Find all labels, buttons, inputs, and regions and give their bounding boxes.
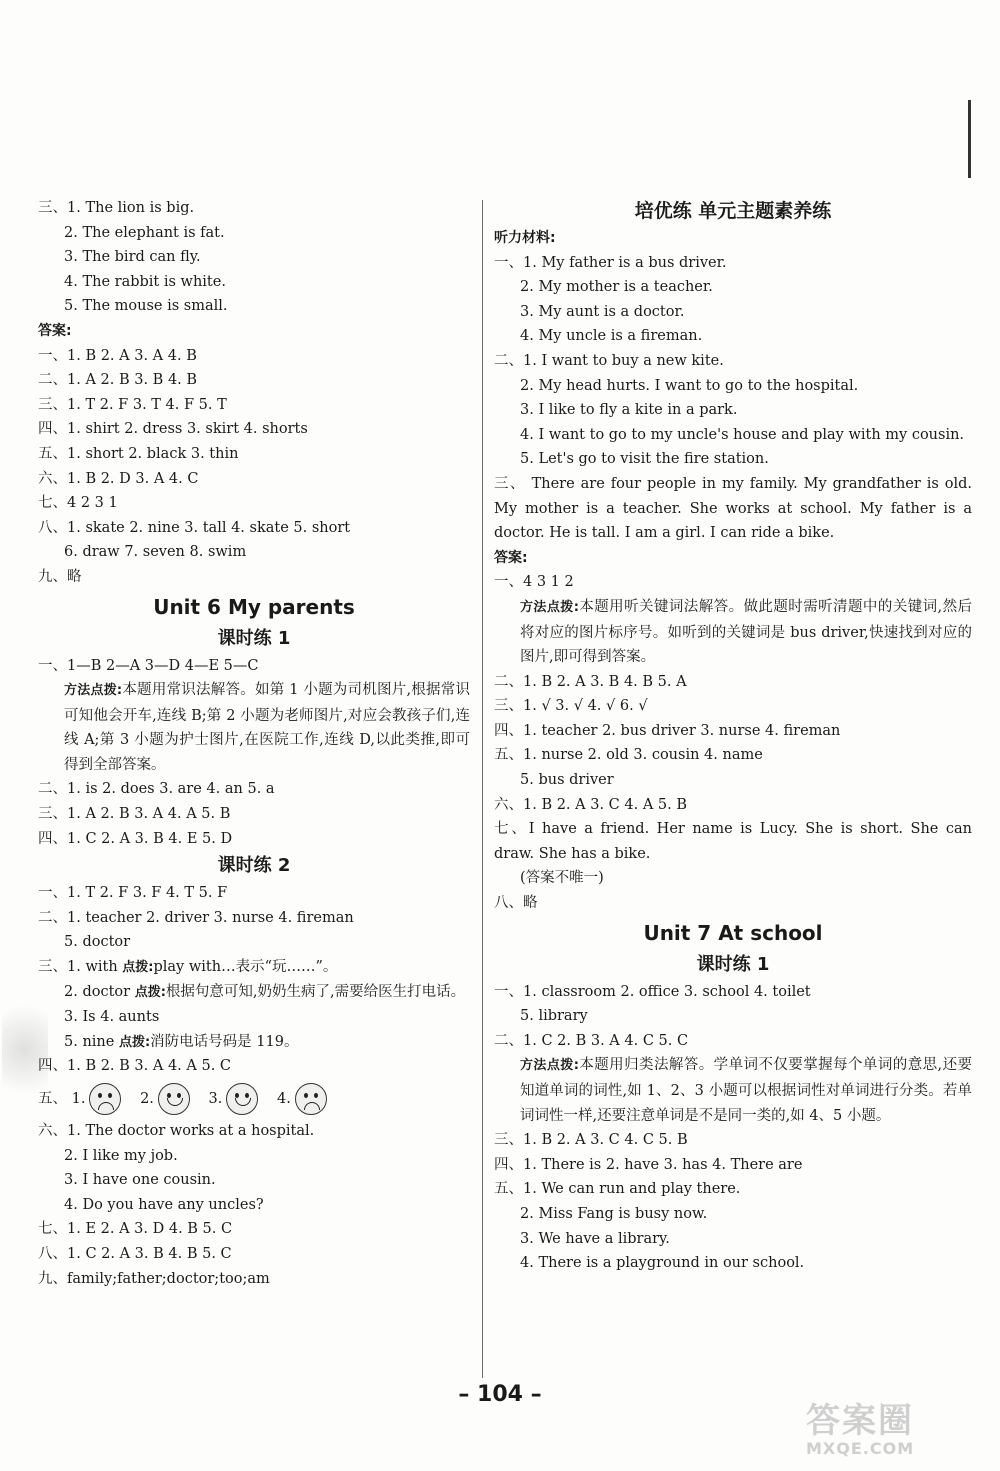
- tip-text: 本题用归类法解答。学单词不仅要掌握每个单词的意思,还要知道单词的词性,如 1、2、3 小题可以根据词性对单词进行分类。若单词词性一样,还要注意单词是不是同一类的,如 4、5 小题。: [520, 1057, 972, 1124]
- answer-line: 一、1. classroom 2. office 3. school 4. toilet: [494, 983, 811, 1000]
- happy-face-icon: [226, 1083, 258, 1115]
- faces-answer-line: [38, 1079, 470, 1119]
- answer-line: 五、1. nurse 2. old 3. cousin 4. name: [494, 747, 763, 764]
- unit-heading: Unit 7 At school: [643, 920, 823, 945]
- text-line: 2. My mother is a teacher.: [520, 279, 713, 296]
- answer-line: 八、1. C 2. A 3. B 4. B 5. C: [38, 1245, 232, 1262]
- answer-line: 一、1—B 2—A 3—D 4—E 5—C: [38, 657, 259, 674]
- answer-line: 八、略: [494, 895, 538, 912]
- happy-face-icon: [158, 1083, 190, 1115]
- lesson-heading: 课时练 2: [217, 855, 291, 877]
- answer-line: 四、1. teacher 2. bus driver 3. nurse 4. fireman: [494, 722, 841, 739]
- answer-line: 三、1. A 2. B 3. A 4. A 5. B: [38, 806, 231, 823]
- method-tip: [494, 595, 972, 670]
- text-line: 2. The elephant is fat.: [64, 224, 225, 241]
- answer-line: 六、1. B 2. A 3. C 4. A 5. B: [494, 796, 688, 813]
- face-answer: [209, 1079, 259, 1119]
- answer-line: 二、1. B 2. A 3. B 4. B 5. A: [494, 673, 687, 690]
- text-line: 3. The bird can fly.: [64, 249, 201, 266]
- face-number: 2.: [140, 1091, 154, 1107]
- answer-line: 6. draw 7. seven 8. swim: [64, 544, 247, 561]
- answer-line: 一、4 3 1 2: [494, 574, 574, 591]
- text-line: 5. Let's go to visit the fire station.: [520, 451, 769, 468]
- tip-text: 根据句意可知,奶奶生病了,需要给医生打电话。: [165, 983, 466, 1000]
- answer-line: 六、1. The doctor works at a hospital.: [38, 1123, 315, 1139]
- method-tip: [494, 1053, 972, 1128]
- text-line: 4. I want to go to my uncle's house and play with my cousin.: [520, 426, 965, 443]
- answer-line: 四、1. There is 2. have 3. has 4. There are: [494, 1156, 803, 1173]
- answer-line: 九、family;father;doctor;too;am: [38, 1270, 270, 1287]
- face-number: 4.: [276, 1091, 291, 1107]
- sad-face-icon: [295, 1083, 327, 1115]
- face-answer: [72, 1079, 122, 1119]
- answer-line: 三、1. T 2. F 3. T 4. F 5. T: [38, 396, 227, 413]
- answer-line: 五、1. short 2. black 3. thin: [38, 445, 239, 462]
- answer-line: 六、1. B 2. D 3. A 4. C: [38, 470, 199, 487]
- answer-line: 3. We have a library.: [520, 1230, 670, 1247]
- face-number: 1.: [71, 1091, 86, 1107]
- listening-label: 听力材料:: [494, 230, 556, 246]
- answer-line: 5. bus driver: [520, 772, 614, 789]
- tip-label: 点拨:: [118, 1034, 151, 1050]
- tip-label: 方法点拨:: [520, 1058, 579, 1074]
- tip-label: 点拨:: [134, 984, 166, 1000]
- answer-line: 二、1. C 2. B 3. A 4. C 5. C: [494, 1032, 689, 1049]
- answer-line: 一、1. T 2. F 3. F 4. T 5. F: [38, 885, 228, 902]
- answer-line: 七、1. E 2. A 3. D 4. B 5. C: [38, 1221, 233, 1238]
- column-divider: [482, 200, 483, 1378]
- text-line: 二、1. I want to buy a new kite.: [494, 352, 724, 369]
- text-line: 3. I like to fly a kite in a park.: [520, 402, 738, 419]
- tip-text: 本题用常识法解答。如第 1 小题为司机图片,根据常识可知他会开车,连线 B;第 2 小题为老师图片,对应会教孩子们,连线 A;第 3 小题为护士图片,在医院工作,连线 D,以此类推,即可得到全部答案。: [64, 682, 470, 773]
- text-line: 三、1. The lion is big.: [38, 200, 195, 216]
- lesson-heading: 课时练 1: [696, 953, 770, 975]
- answer-line: 二、1. teacher 2. driver 3. nurse 4. fireman: [38, 909, 354, 926]
- section-title: 培优练 单元主题素养练: [634, 200, 832, 222]
- answer-text: 2. doctor: [64, 983, 135, 1000]
- answer-line: 九、略: [38, 568, 82, 585]
- answer-line: 二、1. is 2. does 3. are 4. an 5. a: [38, 781, 275, 798]
- answer-line: 5. doctor: [64, 934, 131, 951]
- top-edge-mark: [968, 100, 971, 178]
- answer-line: 2. I like my job.: [64, 1147, 178, 1164]
- left-column: [38, 196, 470, 1291]
- answers-label: 答案:: [38, 322, 72, 339]
- face-answer: [277, 1079, 327, 1119]
- answer-line: 2. Miss Fang is busy now.: [520, 1205, 708, 1222]
- answer-line: 一、1. B 2. A 3. A 4. B: [38, 347, 197, 364]
- text-line: 2. My head hurts. I want to go to the hospital.: [520, 377, 859, 394]
- watermark-logo: 答案圈 MXQE.COM: [806, 1401, 915, 1458]
- answer-line: 三、1. B 2. A 3. C 4. C 5. B: [494, 1132, 688, 1149]
- answer-note: (答案不唯一): [520, 870, 604, 887]
- sad-face-icon: [89, 1083, 121, 1115]
- text-line: 一、1. My father is a bus driver.: [494, 254, 727, 271]
- answer-line: 七、4 2 3 1: [38, 495, 118, 512]
- tip-label: 方法点拨:: [520, 599, 579, 615]
- tip-text: play with…表示“玩……”。: [153, 959, 338, 976]
- answer-text: 三、1. with: [38, 959, 123, 976]
- text-line: 4. The rabbit is white.: [64, 273, 226, 290]
- answer-line: [38, 980, 470, 1006]
- answer-line: 八、1. skate 2. nine 3. tall 4. skate 5. short: [38, 519, 351, 536]
- right-column: [494, 196, 972, 1276]
- answer-line: 5. library: [520, 1008, 588, 1025]
- answer-line: 四、1. C 2. A 3. B 4. E 5. D: [38, 830, 233, 847]
- tip-text: 本题用听关键词法解答。做此题时需听清题中的关键词,然后将对应的图片标序号。如听到的关键词是 bus driver,快速找到对应的图片,即可得到答案。: [520, 598, 972, 666]
- answer-line: 五、1. We can run and play there.: [494, 1181, 741, 1198]
- answer-line: 四、1. shirt 2. dress 3. skirt 4. shorts: [38, 421, 308, 438]
- lesson-heading: 课时练 1: [217, 627, 291, 649]
- answer-line: 4. There is a playground in our school.: [520, 1255, 805, 1272]
- unit-heading: Unit 6 My parents: [153, 594, 355, 619]
- answer-line: 二、1. A 2. B 3. B 4. B: [38, 372, 198, 389]
- tip-label: 点拨:: [122, 960, 154, 976]
- answers-label: 答案:: [494, 549, 528, 566]
- answer-text: 五、: [38, 1091, 67, 1107]
- text-paragraph: 三、 There are four people in my family. My grandfather is old. My mother is a teacher. She works at school. My father is a doctor. He is tall. I am a girl. I can ride a bike.: [494, 475, 972, 542]
- text-line: 4. My uncle is a fireman.: [520, 328, 703, 345]
- answer-paragraph: 七、I have a friend. Her name is Lucy. She is short. She can draw. She has a bike.: [494, 821, 972, 862]
- face-answer: [140, 1079, 190, 1119]
- page-number: – 104 –: [458, 1382, 542, 1407]
- answer-line: 3. Is 4. aunts: [64, 1009, 160, 1026]
- answer-line: 4. Do you have any uncles?: [64, 1196, 264, 1213]
- tip-label: 方法点拨:: [64, 683, 123, 699]
- answer-line: 四、1. B 2. B 3. A 4. A 5. C: [38, 1058, 232, 1075]
- text-line: 5. The mouse is small.: [64, 298, 228, 315]
- answer-line: 3. I have one cousin.: [64, 1172, 216, 1189]
- face-number: 3.: [208, 1091, 223, 1107]
- tip-text: 消防电话号码是 119。: [150, 1033, 299, 1050]
- answer-text: 5. nine: [64, 1033, 119, 1050]
- method-tip: [38, 678, 470, 777]
- text-line: 3. My aunt is a doctor.: [520, 303, 685, 320]
- answer-line: [38, 955, 470, 980]
- answer-line: [38, 1030, 470, 1055]
- answer-line: 三、1. √ 3. √ 4. √ 6. √: [494, 698, 648, 715]
